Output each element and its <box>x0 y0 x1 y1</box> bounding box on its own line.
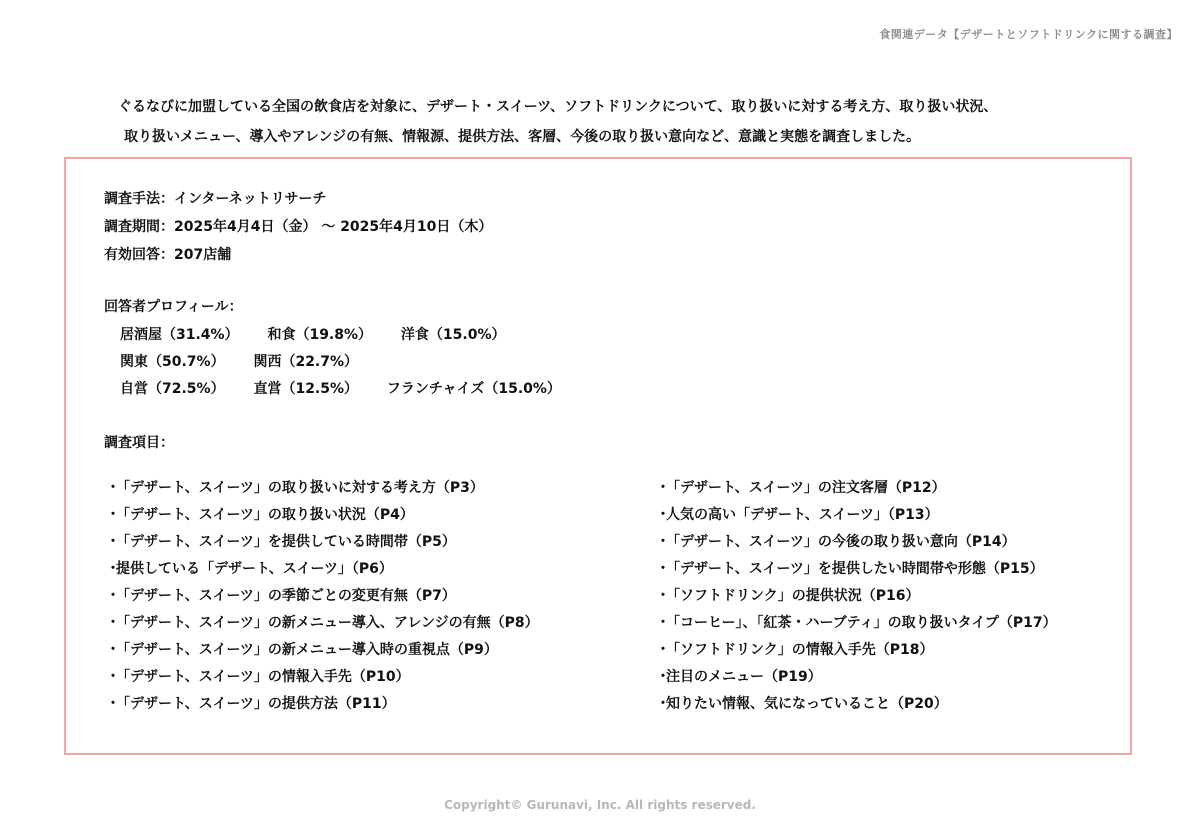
copyright-footer: Copyright© Gurunavi, Inc. All rights reserved. <box>444 798 756 812</box>
survey-method: 調査手法：インターネットリサーチ <box>104 191 327 207</box>
list-item <box>656 559 1057 586</box>
survey-summary-box <box>64 157 1132 755</box>
list-item-text: 「デザート、スイーツ」の注文客層（P12） <box>666 480 946 496</box>
list-item <box>656 667 1057 694</box>
profile-value: 直営（12.5%） <box>253 381 359 397</box>
survey-items-right-column <box>656 478 1057 721</box>
list-item-text: 提供している「デザート、スイーツ」（P6） <box>116 561 393 577</box>
profile-value: 居酒屋（31.4%） <box>120 327 239 343</box>
bullet: ・ <box>106 534 120 550</box>
bullet: ・ <box>656 615 670 631</box>
bullet: ・ <box>106 588 120 604</box>
list-item-text: 「ソフトドリンク」の情報入手先（P18） <box>666 642 934 658</box>
respondent-profile <box>104 297 585 406</box>
survey-responses: 有効回答：207店舗 <box>104 247 232 263</box>
profile-value: フランチャイズ（15.0%） <box>386 381 561 397</box>
intro-line-2: 取り扱いメニュー、導入やアレンジの有無、情報源、提供方法、客層、今後の取り扱い意向など、意識と実態を調査しました。 <box>124 129 921 145</box>
bullet: ・ <box>106 696 120 712</box>
bullet: ・ <box>656 561 670 577</box>
bullet: ・ <box>106 480 120 496</box>
bullet: ・ <box>656 669 670 685</box>
bullet: ・ <box>656 507 670 523</box>
list-item-text: 「デザート、スイーツ」の取り扱いに対する考え方（P3） <box>116 480 484 496</box>
bullet: ・ <box>106 642 120 658</box>
list-item-text: 「デザート、スイーツ」の情報入手先（P10） <box>116 669 410 685</box>
list-item-text: 「ソフトドリンク」の提供状況（P16） <box>666 588 920 604</box>
bullet: ・ <box>656 696 670 712</box>
list-item <box>656 478 1057 505</box>
list-item <box>106 667 539 694</box>
list-item-text: 「デザート、スイーツ」の取り扱い状況（P4） <box>116 507 414 523</box>
list-item-text: 人気の高い「デザート、スイーツ」（P13） <box>666 507 939 523</box>
list-item <box>106 532 539 559</box>
bullet: ・ <box>106 615 120 631</box>
list-item-text: 知りたい情報、気になっていること（P20） <box>666 696 948 712</box>
intro-line-1: ぐるなびに加盟している全国の飲食店を対象に、デザート・スイーツ、ソフトドリンクについて、取り扱いに対する考え方、取り扱い状況、 <box>118 99 998 115</box>
list-item <box>106 478 539 505</box>
profile-value: 自営（72.5%） <box>120 381 225 397</box>
bullet: ・ <box>656 480 670 496</box>
list-item <box>656 640 1057 667</box>
bullet: ・ <box>106 507 120 523</box>
profile-value: 和食（19.8%） <box>267 327 373 343</box>
profile-title: 回答者プロフィール： <box>104 299 243 315</box>
profile-row-business-type <box>104 325 585 352</box>
survey-period: 調査期間：2025年4月4日（金） ～ 2025年4月10日（木） <box>104 219 493 235</box>
bullet: ・ <box>656 534 670 550</box>
list-item <box>106 613 539 640</box>
list-item-text: 「デザート、スイーツ」を提供している時間帯（P5） <box>116 534 456 550</box>
list-item <box>656 613 1057 640</box>
profile-value: 洋食（15.0%） <box>400 327 506 343</box>
list-item <box>656 586 1057 613</box>
profile-row-management <box>104 379 585 406</box>
survey-items-title: 調査項目： <box>104 435 174 451</box>
profile-value: 関東（50.7%） <box>120 354 225 370</box>
list-item <box>106 586 539 613</box>
list-item <box>656 532 1057 559</box>
profile-value: 関西（22.7%） <box>253 354 359 370</box>
list-item-text: 「デザート、スイーツ」の季節ごとの変更有無（P7） <box>116 588 456 604</box>
list-item-text: 「コーヒー」、「紅茶・ハーブティ」の取り扱いタイプ（P17） <box>666 615 1057 631</box>
intro-paragraph <box>118 92 1118 152</box>
list-item-text: 「デザート、スイーツ」を提供したい時間帯や形態（P15） <box>666 561 1044 577</box>
list-item-text: 「デザート、スイーツ」の今後の取り扱い意向（P14） <box>666 534 1016 550</box>
profile-row-region <box>104 352 585 379</box>
list-item-text: 「デザート、スイーツ」の提供方法（P11） <box>116 696 396 712</box>
list-item-text: 「デザート、スイーツ」の新メニュー導入、アレンジの有無（P8） <box>116 615 539 631</box>
bullet: ・ <box>106 561 120 577</box>
list-item <box>106 505 539 532</box>
list-item-text: 注目のメニュー（P19） <box>666 669 822 685</box>
bullet: ・ <box>656 642 670 658</box>
list-item-text: 「デザート、スイーツ」の新メニュー導入時の重視点（P9） <box>116 642 498 658</box>
survey-items-left-column <box>106 478 539 721</box>
list-item <box>106 694 539 721</box>
survey-meta <box>104 189 492 273</box>
document-header-label: 食関連データ【デザートとソフトドリンクに関する調査】 <box>879 28 1178 41</box>
list-item <box>106 640 539 667</box>
bullet: ・ <box>106 669 120 685</box>
bullet: ・ <box>656 588 670 604</box>
list-item <box>106 559 539 586</box>
list-item <box>656 505 1057 532</box>
list-item <box>656 694 1057 721</box>
